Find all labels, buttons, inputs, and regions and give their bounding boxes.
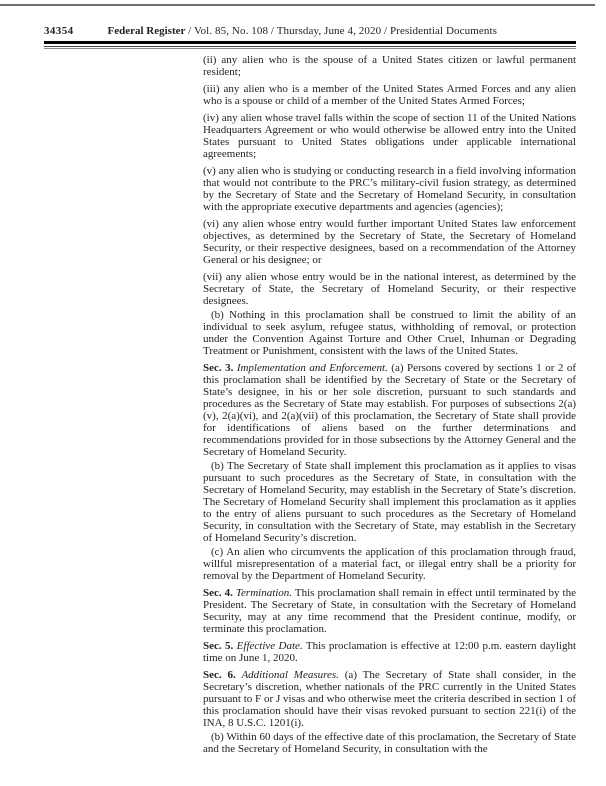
paragraph-item-vii: (vii) any alien whose entry would be in the national interest, as determined by the Secretary of State, the Secretary of Homeland Security, or their respective designees. [203, 271, 576, 307]
paragraph-6b: (b) Within 60 days of the effective date of this proclamation, the Secretary of State and the Secretary of Homeland Security, in consultation with the [203, 731, 576, 755]
paragraph-2b: (b) Nothing in this proclamation shall be construed to limit the ability of an individual to seek asylum, refugee status, withholding of removal, or protection under the Convention Against Torture and Other Cruel, Inhuman or Degrading Treatment or Punishment, consistent with the laws of the United States. [203, 309, 576, 357]
page-header [44, 25, 576, 37]
section-3-text: (a) Persons covered by sections 1 or 2 of this proclamation shall be identified by the Secretary of State or the Secretary of State’s designee, in his or her sole discretion, pursuant to such standards and procedures as the Secretary of State may establish. For purposes of subsections 2(a)(v), 2(a)(vi), and 2(a)(vii) of this proclamation, the Secretary of State shall provide for identifications of aliens based on the further determinations and recommendations provided for in those subsections by the Attorney General and the Secretary of Homeland Security. [203, 362, 577, 458]
paragraph-3b: (b) The Secretary of State shall implement this proclamation as it applies to visas pursuant to such procedures as the Secretary of State, in consultation with the Secretary of Homeland Security, may establish in the Secretary of State’s discretion. The Secretary of Homeland Security shall implement this proclamation as it applies to the entry of aliens pursuant to such procedures as the Secretary of Homeland Security, in consultation with the Secretary of State, may establish in the Secretary of Homeland Security’s discretion. [203, 460, 576, 544]
header-issue-info: / Vol. 85, No. 108 / Thursday, June 4, 2020 / Presidential Documents [188, 25, 498, 37]
section-4-title: Termination. [232, 587, 293, 599]
paragraph-item-ii: (ii) any alien who is the spouse of a United States citizen or lawful permanent resident; [203, 54, 576, 78]
header-rule-thin-2 [44, 48, 576, 49]
paragraph-section-4 [203, 587, 576, 635]
section-6-label: Sec. 6. [203, 669, 236, 681]
section-5-title: Effective Date. [233, 640, 303, 652]
paragraph-3c: (c) An alien who circumvents the application of this proclamation through fraud, willful misrepresentation of a material fact, or illegal entry shall be a priority for removal by the Department of Homeland Security. [203, 546, 576, 582]
publication-title: Federal Register [107, 25, 186, 37]
paragraph-item-v: (v) any alien who is studying or conducting research in a field involving information that would not contribute to the PRC’s military-civil fusion strategy, as determined by the Secretary of State and the Secretary of Homeland Security, in consultation with the appropriate executive departments and agencies (agencies); [203, 165, 576, 213]
paragraph-section-3 [203, 362, 576, 458]
document-body [203, 54, 576, 755]
paragraph-item-iv: (iv) any alien whose travel falls within the scope of section 11 of the United Nations Headquarters Agreement or who would otherwise be allowed entry into the United States pursuant to United States obligations under applicable international agreements; [203, 112, 576, 160]
page-number: 34354 [44, 25, 74, 37]
section-6-title: Additional Measures. [235, 669, 339, 681]
section-5-label: Sec. 5. [203, 640, 234, 652]
header-rule [44, 41, 576, 49]
paragraph-section-5 [203, 640, 576, 664]
paragraph-item-iii: (iii) any alien who is a member of the United States Armed Forces and any alien who is a spouse or child of a member of the United States Armed Forces; [203, 83, 576, 107]
paragraph-section-6 [203, 669, 576, 729]
section-4-text: This proclamation shall remain in effect until terminated by the President. The Secretary of State, in consultation with the Secretary of Homeland Security, may at any time recommend that the President continue, modify, or terminate this proclamation. [203, 587, 576, 635]
paragraph-item-vi: (vi) any alien whose entry would further important United States law enforcement objectives, as determined by the Secretary of State, the Secretary of Homeland Security, or their respective designees, based on a recommendation of the Attorney General or his designee; or [203, 218, 576, 266]
section-3-label: Sec. 3. [203, 362, 234, 374]
section-3-title: Implementation and Enforcement. [233, 362, 388, 374]
section-4-label: Sec. 4. [203, 587, 233, 599]
section-5-text: This proclamation is effective at 12:00 p.m. eastern daylight time on June 1, 2020. [203, 640, 576, 664]
section-6-text: (a) The Secretary of State shall consider, in the Secretary’s discretion, whether nationals of the PRC currently in the United States pursuant to F or J visas and who otherwise meet the criteria described in section 1 of this proclamation should have their visas revoked pursuant to section 221(i) of the INA, 8 U.S.C. 1201(i). [203, 669, 576, 729]
page-top-scan-border [0, 4, 595, 6]
